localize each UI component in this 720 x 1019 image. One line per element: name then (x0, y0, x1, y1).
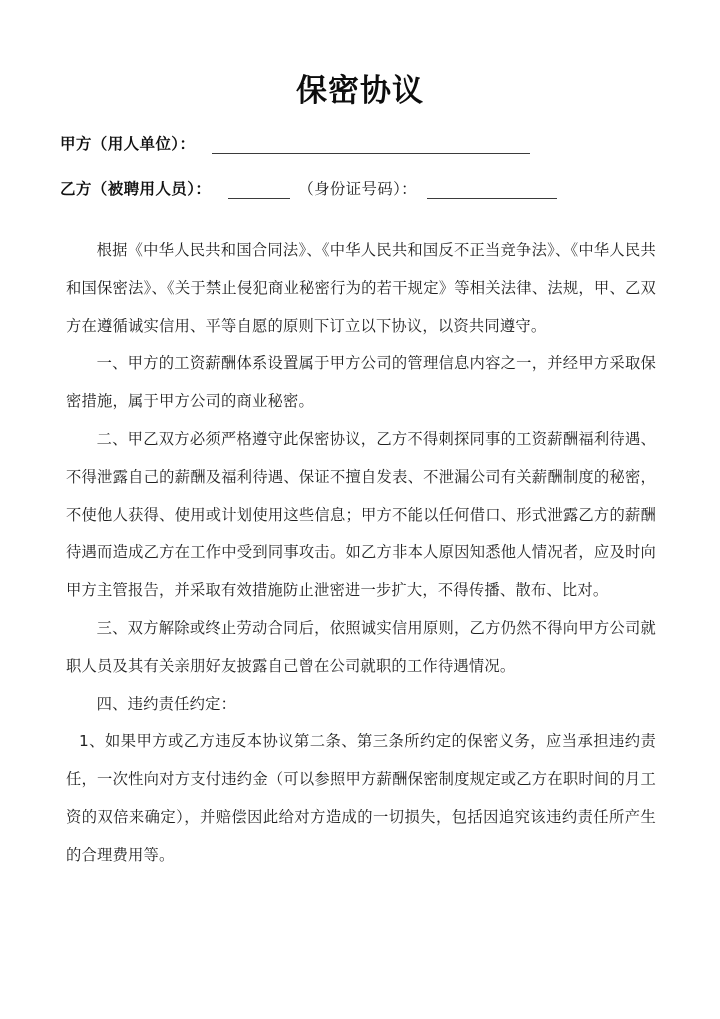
party-label-id-number: （身份证号码）： (298, 180, 417, 198)
paragraph-clause-2: 二、甲乙双方必须严格遵守此保密协议，乙方不得刺探同事的工资薪酬福利待遇、不得泄露自己的薪酬及福利待遇、保证不擅自发表、不泄漏公司有关薪酬制度的秘密，不使他人获得、使用或计划使用这些信息；甲方不能以任何借口、形式泄露乙方的薪酬待遇而造成乙方在工作中受到同事攻击。如乙方非本人原因知悉他人情况者，应及时向甲方主管报告，并采取有效措施防止泄密进一步扩大，不得传播、散布、比对。 (66, 429, 656, 600)
party-label-yifang: 乙方（被聘用人员）： (60, 180, 212, 198)
document-body (66, 232, 656, 875)
paragraph-clause-4-item-1: 1、如果甲方或乙方违反本协议第二条、第三条所约定的保密义务，应当承担违约责任，一次性向对方支付违约金（可以参照甲方薪酬保密制度规定或乙方在职时间的月工资的双倍来确定），并赔偿因此给对方造成的一切损失，包括因追究该违约责任所产生的合理费用等。 (66, 732, 656, 864)
party-row-yifang (60, 173, 660, 199)
paragraph-preamble: 根据《中华人民共和国合同法》、《中华人民共和国反不正当竞争法》、《中华人民共和国保密法》、《关于禁止侵犯商业秘密行为的若干规定》等相关法律、法规，甲、乙双方在遵循诚实信用、平等自愿的原则下订立以下协议，以资共同遵守。 (66, 241, 656, 335)
party-label-jiafang: 甲方（用人单位）： (60, 135, 196, 153)
paragraph-clause-3: 三、双方解除或终止劳动合同后，依照诚实信用原则，乙方仍然不得向甲方公司就职人员及其有关亲朋好友披露自己曾在公司就职的工作待遇情况。 (66, 618, 656, 675)
party-input-jiafang[interactable] (212, 136, 530, 154)
paragraph-clause-1: 一、甲方的工资薪酬体系设置属于甲方公司的管理信息内容之一，并经甲方采取保密措施，属于甲方公司的商业秘密。 (66, 354, 656, 411)
party-row-jiafang (60, 128, 660, 154)
page-title: 保密协议 (296, 73, 424, 109)
paragraph-clause-4-heading: 四、违约责任约定： (96, 694, 237, 713)
party-input-id-number[interactable] (427, 181, 557, 199)
party-input-yifang-name[interactable] (228, 181, 290, 199)
party-fields-block (60, 128, 660, 218)
